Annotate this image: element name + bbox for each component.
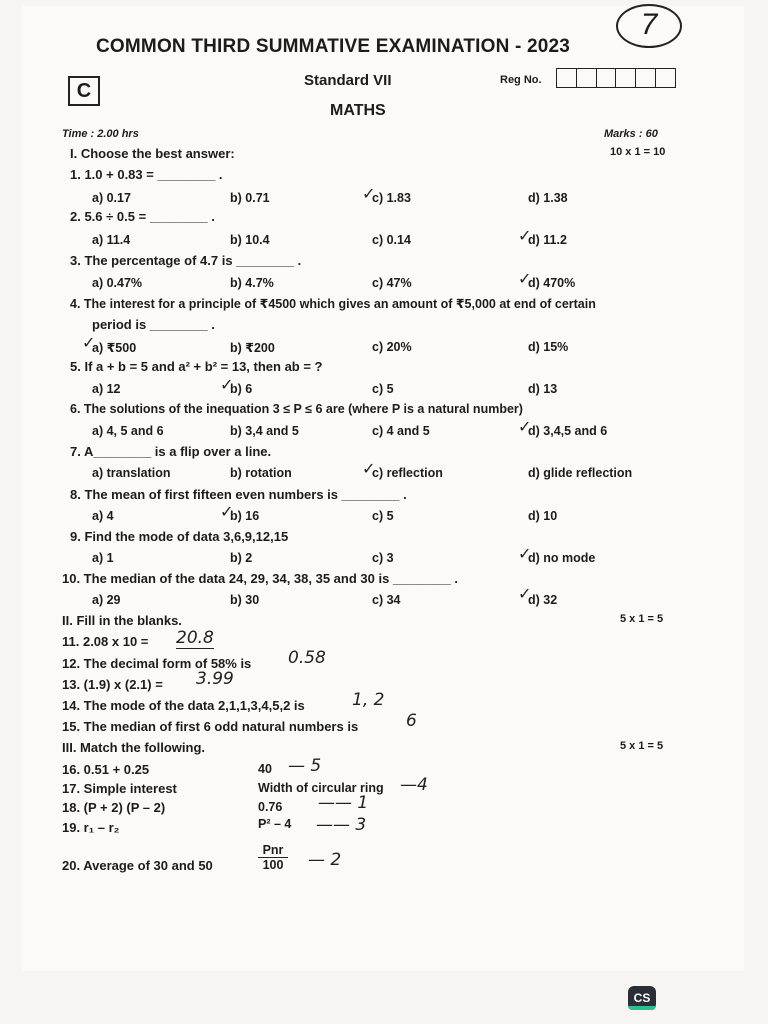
fill-14: 14. The mode of the data 2,1,1,3,4,5,2 is: [62, 698, 305, 713]
match-19-right: P² – 4: [258, 817, 292, 831]
q1-option-c: c) 1.83: [372, 191, 411, 205]
standard-label: Standard VII: [304, 72, 392, 89]
fill-15-answer: 6: [406, 711, 417, 731]
q1-option-d: d) 1.38: [528, 191, 568, 205]
q3-option-a: a) 0.47%: [92, 276, 143, 290]
q9-option-c: c) 3: [372, 551, 394, 565]
tick-mark: ✓: [82, 335, 96, 352]
q2-option-c: c) 0.14: [372, 233, 411, 247]
match-20-left: 20. Average of 30 and 50: [62, 858, 213, 873]
reg-no-label: Reg No.: [500, 74, 542, 86]
match-18-right: 0.76: [258, 800, 283, 814]
q5-option-d: d) 13: [528, 382, 558, 396]
score-mark: 7: [616, 4, 682, 48]
subject-title: MATHS: [330, 102, 386, 119]
q10-option-c: c) 34: [372, 593, 401, 607]
q4-option-a: a) ₹500: [92, 341, 137, 355]
fill-13-answer: 3.99: [196, 669, 234, 689]
q7-option-b: b) rotation: [230, 466, 292, 480]
q9-option-a: a) 1: [92, 551, 114, 565]
q9-option-b: b) 2: [230, 551, 253, 565]
q6-option-a: a) 4, 5 and 6: [92, 424, 164, 438]
fill-13: 13. (1.9) x (2.1) =: [62, 677, 163, 692]
tick-mark: ✓: [220, 504, 234, 521]
q3-option-c: c) 47%: [372, 276, 412, 290]
match-16-right: 40: [258, 762, 272, 776]
tick-mark: ✓: [362, 186, 376, 203]
q3-option-b: b) 4.7%: [230, 276, 274, 290]
q2-option-d: d) 11.2: [528, 233, 567, 247]
q7-option-a: a) translation: [92, 466, 171, 480]
q8-option-b: b) 16: [230, 509, 260, 523]
section3-heading: III. Match the following.: [62, 740, 205, 755]
fill-11: 11. 2.08 x 10 =: [62, 634, 149, 649]
fill-15: 15. The median of first 6 odd natural numbers is: [62, 719, 359, 734]
q4-option-c: c) 20%: [372, 340, 412, 354]
question-7: 7. A________ is a flip over a line.: [70, 444, 272, 459]
match-16-answer: — 5: [288, 756, 322, 776]
match-17-right: Width of circular ring: [258, 781, 384, 795]
q2-option-a: a) 11.4: [92, 233, 131, 247]
q7-option-d: d) glide reflection: [528, 466, 633, 480]
question-3: 3. The percentage of 4.7 is ________ .: [70, 253, 302, 268]
q9-option-d: d) no mode: [528, 551, 596, 565]
tick-mark: ✓: [518, 586, 532, 603]
q7-option-c: c) reflection: [372, 466, 443, 480]
match-18-answer: —— 1: [318, 793, 369, 813]
match-19-answer: —— 3: [316, 815, 367, 835]
fraction-denominator: 100: [262, 858, 284, 872]
q5-option-a: a) 12: [92, 382, 121, 396]
question-10: 10. The median of the data 24, 29, 34, 38, 35 and 30 is ________ .: [62, 571, 458, 586]
fill-11-answer: 20.8: [176, 628, 214, 648]
marks-label: Marks : 60: [604, 128, 658, 140]
question-6: 6. The solutions of the inequation 3 ≤ P ≤ 6 are (where P is a natural number): [70, 402, 523, 416]
q10-option-a: a) 29: [92, 593, 121, 607]
paper-code-box: C: [68, 76, 100, 106]
q10-option-d: d) 32: [528, 593, 558, 607]
tick-mark: ✓: [518, 271, 532, 288]
match-17-answer: —4: [400, 775, 428, 795]
question-1: 1. 1.0 + 0.83 = ________ .: [70, 167, 223, 182]
q8-option-a: a) 4: [92, 509, 114, 523]
match-18-left: 18. (P + 2) (P – 2): [62, 800, 166, 815]
q5-option-b: b) 6: [230, 382, 253, 396]
q8-option-d: d) 10: [528, 509, 558, 523]
question-9: 9. Find the mode of data 3,6,9,12,15: [70, 529, 289, 544]
match-20-right: [258, 843, 288, 872]
question-4: 4. The interest for a principle of ₹4500 which gives an amount of ₹5,000 at end of certain: [70, 297, 596, 311]
question-4-cont: period is ________ .: [92, 317, 215, 332]
tick-mark: ✓: [518, 228, 532, 245]
q3-option-d: d) 470%: [528, 276, 576, 290]
tick-mark: ✓: [362, 461, 376, 478]
q4-option-d: d) 15%: [528, 340, 569, 354]
q6-option-b: b) 3,4 and 5: [230, 424, 299, 438]
tick-mark: ✓: [518, 419, 532, 436]
q4-option-b: b) ₹200: [230, 341, 275, 355]
section1-marks: 10 x 1 = 10: [610, 146, 666, 158]
camscanner-badge: CS: [628, 986, 656, 1010]
question-8: 8. The mean of first fifteen even numbers is ________ .: [70, 487, 407, 502]
q10-option-b: b) 30: [230, 593, 260, 607]
time-label: Time : 2.00 hrs: [62, 128, 139, 140]
fill-12-answer: 0.58: [288, 648, 326, 668]
section2-heading: II. Fill in the blanks.: [62, 613, 182, 628]
q8-option-c: c) 5: [372, 509, 394, 523]
fraction-numerator: Pnr: [258, 843, 288, 858]
question-2: 2. 5.6 ÷ 0.5 = ________ .: [70, 209, 215, 224]
match-20-answer: — 2: [308, 850, 342, 870]
q1-option-b: b) 0.71: [230, 191, 270, 205]
q2-option-b: b) 10.4: [230, 233, 270, 247]
exam-title: COMMON THIRD SUMMATIVE EXAMINATION - 2023: [96, 36, 571, 57]
tick-mark: ✓: [220, 377, 234, 394]
q1-option-a: a) 0.17: [92, 191, 131, 205]
question-5: 5. If a + b = 5 and a² + b² = 13, then ab = ?: [70, 359, 323, 374]
fill-12: 12. The decimal form of 58% is: [62, 656, 252, 671]
fill-14-answer: 1, 2: [352, 690, 385, 710]
q6-option-d: d) 3,4,5 and 6: [528, 424, 608, 438]
section1-heading: I. Choose the best answer:: [70, 146, 235, 161]
match-19-left: 19. r₁ – r₂: [62, 820, 120, 835]
reg-no-boxes: [556, 68, 676, 88]
q6-option-c: c) 4 and 5: [372, 424, 430, 438]
section2-marks: 5 x 1 = 5: [620, 613, 664, 625]
match-17-left: 17. Simple interest: [62, 781, 177, 796]
q5-option-c: c) 5: [372, 382, 394, 396]
tick-mark: ✓: [518, 546, 532, 563]
match-16-left: 16. 0.51 + 0.25: [62, 762, 150, 777]
section3-marks: 5 x 1 = 5: [620, 740, 664, 752]
